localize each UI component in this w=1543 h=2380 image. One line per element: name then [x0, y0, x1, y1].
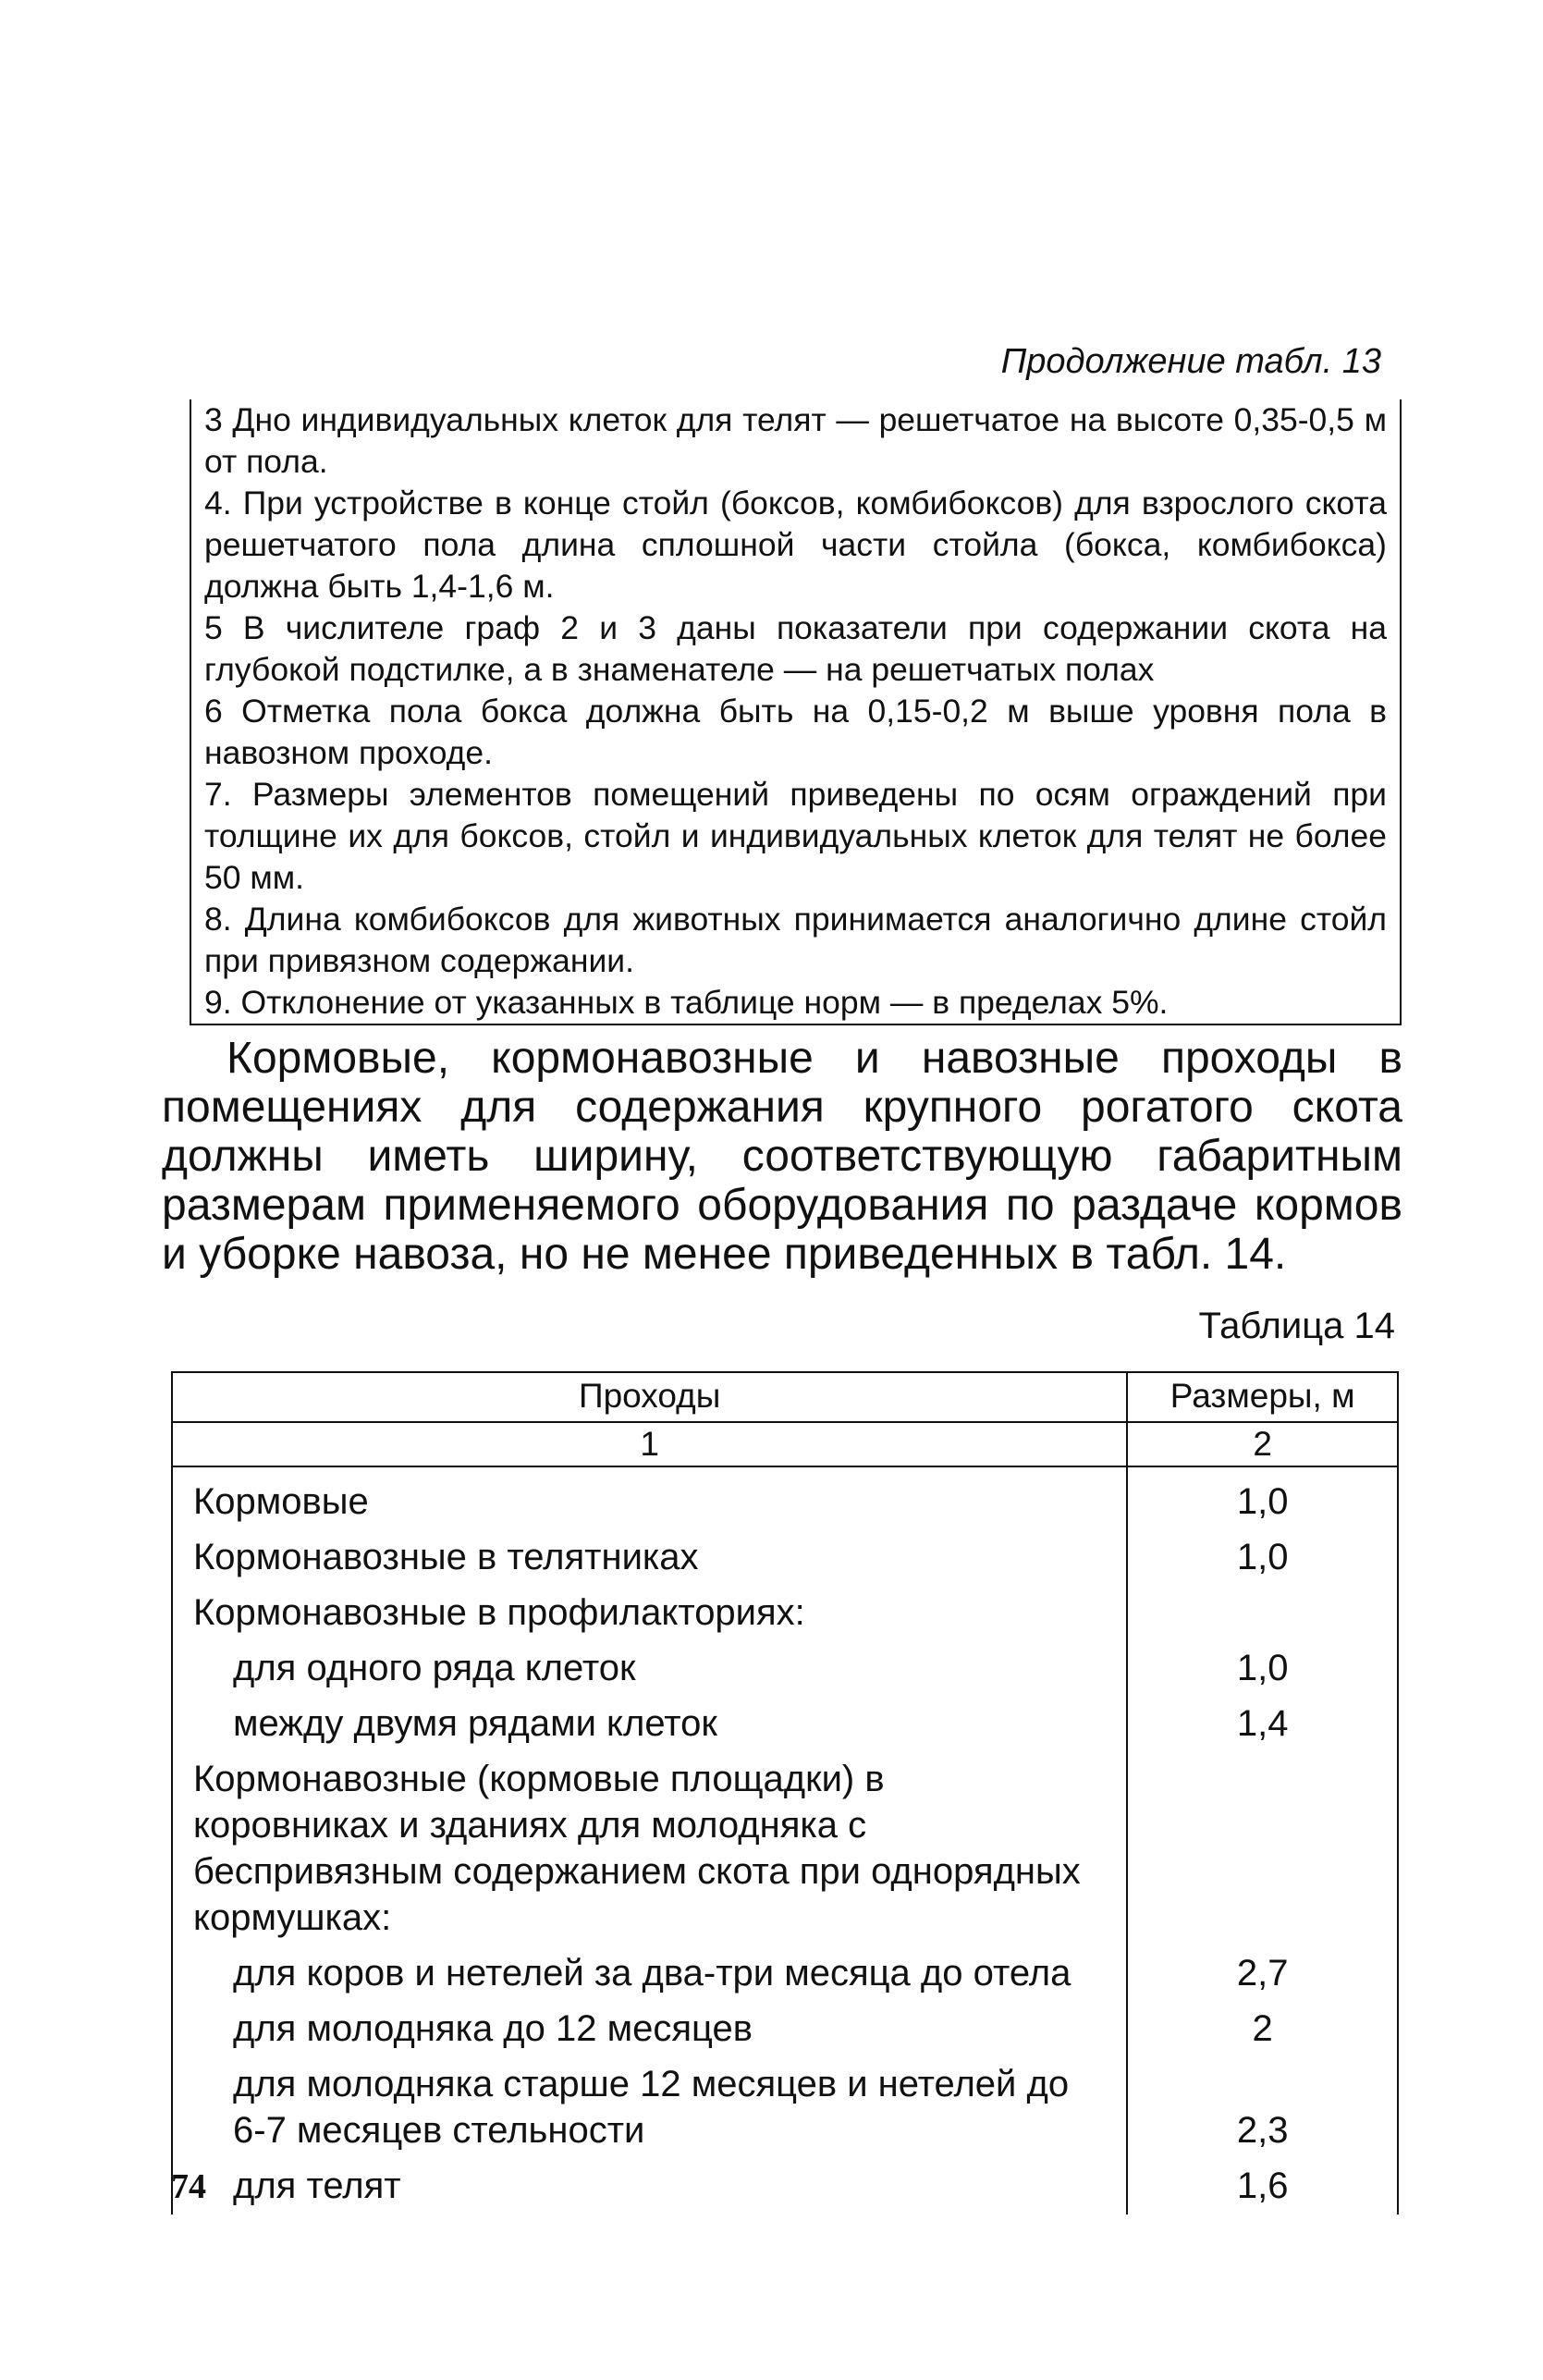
table-row: [172, 2159, 1398, 2214]
passage-size: [1127, 1586, 1398, 1641]
table-continuation-caption: Продолжение табл. 13: [1000, 342, 1381, 381]
table-row: [172, 2057, 1398, 2159]
passage-name: между двумя рядами клеток: [172, 1697, 1127, 1752]
table-header-row: [172, 1372, 1398, 1422]
table-column-number-row: [172, 1422, 1398, 1466]
passage-size: 2: [1127, 2002, 1398, 2057]
table-caption: Таблица 14: [1198, 1306, 1395, 1346]
column-number-2: 2: [1127, 1422, 1398, 1466]
passage-name: для молодняка до 12 месяцев: [172, 2002, 1127, 2057]
table-row: [172, 1752, 1398, 1946]
table-13-notes: [190, 399, 1402, 1025]
note-9: 9. Отклонение от указанных в таблице норм — в пределах 5%.: [204, 984, 1169, 1021]
page-number: 74: [171, 2167, 206, 2206]
header-passages: Проходы: [172, 1372, 1127, 1422]
passage-name: Кормонавозные в телятниках: [172, 1530, 1127, 1586]
body-paragraph: Кормовые, кормонавозные и навозные проходы в помещениях для содержания крупного рогатого скота должны иметь ширину, соответствующую габаритным размерам применяемого оборудования по раздаче кормов и уборке навоза, но не менее приведенных в табл. 14.: [162, 1034, 1402, 1279]
passage-group-name: Кормонавозные в профилакториях:: [172, 1586, 1127, 1641]
column-number-1: 1: [172, 1422, 1127, 1466]
passage-name: Кормовые: [172, 1466, 1127, 1530]
table-row: [172, 1466, 1398, 1530]
table-row: [172, 1946, 1398, 2002]
table-14: [171, 1371, 1399, 2214]
passage-name: для молодняка старше 12 месяцев и нетелей до 6-7 месяцев стельности: [172, 2057, 1127, 2159]
header-sizes: Размеры, м: [1127, 1372, 1398, 1422]
note-8: 8. Длина комбибоксов для животных принимается аналогично длине стойл при привязном содержании.: [204, 901, 1387, 979]
passage-name: для коров и нетелей за два-три месяца до отела: [172, 1946, 1127, 2002]
passage-size: 1,6: [1127, 2159, 1398, 2214]
passage-name: для одного ряда клеток: [172, 1641, 1127, 1697]
passage-size: 1,0: [1127, 1641, 1398, 1697]
passage-size: 2,3: [1127, 2057, 1398, 2159]
table-row: [172, 1530, 1398, 1586]
table-row: [172, 2002, 1398, 2057]
note-7: 7. Размеры элементов помещений приведены по осям ограждений при толщине их для боксов, стойл и индивидуальных клеток для телят не более 50 мм.: [204, 776, 1387, 896]
note-6: 6 Отметка пола бокса должна быть на 0,15-0,2 м выше уровня пола в навозном проходе.: [204, 693, 1387, 771]
passage-size: [1127, 1752, 1398, 1946]
passage-size: 1,0: [1127, 1530, 1398, 1586]
passage-size: 1,0: [1127, 1466, 1398, 1530]
note-5: 5 В числителе граф 2 и 3 даны показатели при содержании скота на глубокой подстилке, а в знаменателе — на решетчатых полах: [204, 609, 1387, 688]
note-3: 3 Дно индивидуальных клеток для телят — решетчатое на высоте 0,35-0,5 м от пола.: [204, 401, 1387, 480]
table-row: [172, 1697, 1398, 1752]
passage-name: для телят: [172, 2159, 1127, 2214]
table-row: [172, 1586, 1398, 1641]
note-4: 4. При устройстве в конце стойл (боксов, комбибоксов) для взрослого скота решетчатого пола длина сплошной части стойла (бокса, комбибокса) должна быть 1,4-1,6 м.: [204, 485, 1387, 605]
passage-size: 1,4: [1127, 1697, 1398, 1752]
passage-group-name: Кормонавозные (кормовые площадки) в коровниках и зданиях для молодняка с беспривязным содержанием скота при однорядных кормушках:: [172, 1752, 1127, 1946]
passage-size: 2,7: [1127, 1946, 1398, 2002]
table-row: [172, 1641, 1398, 1697]
